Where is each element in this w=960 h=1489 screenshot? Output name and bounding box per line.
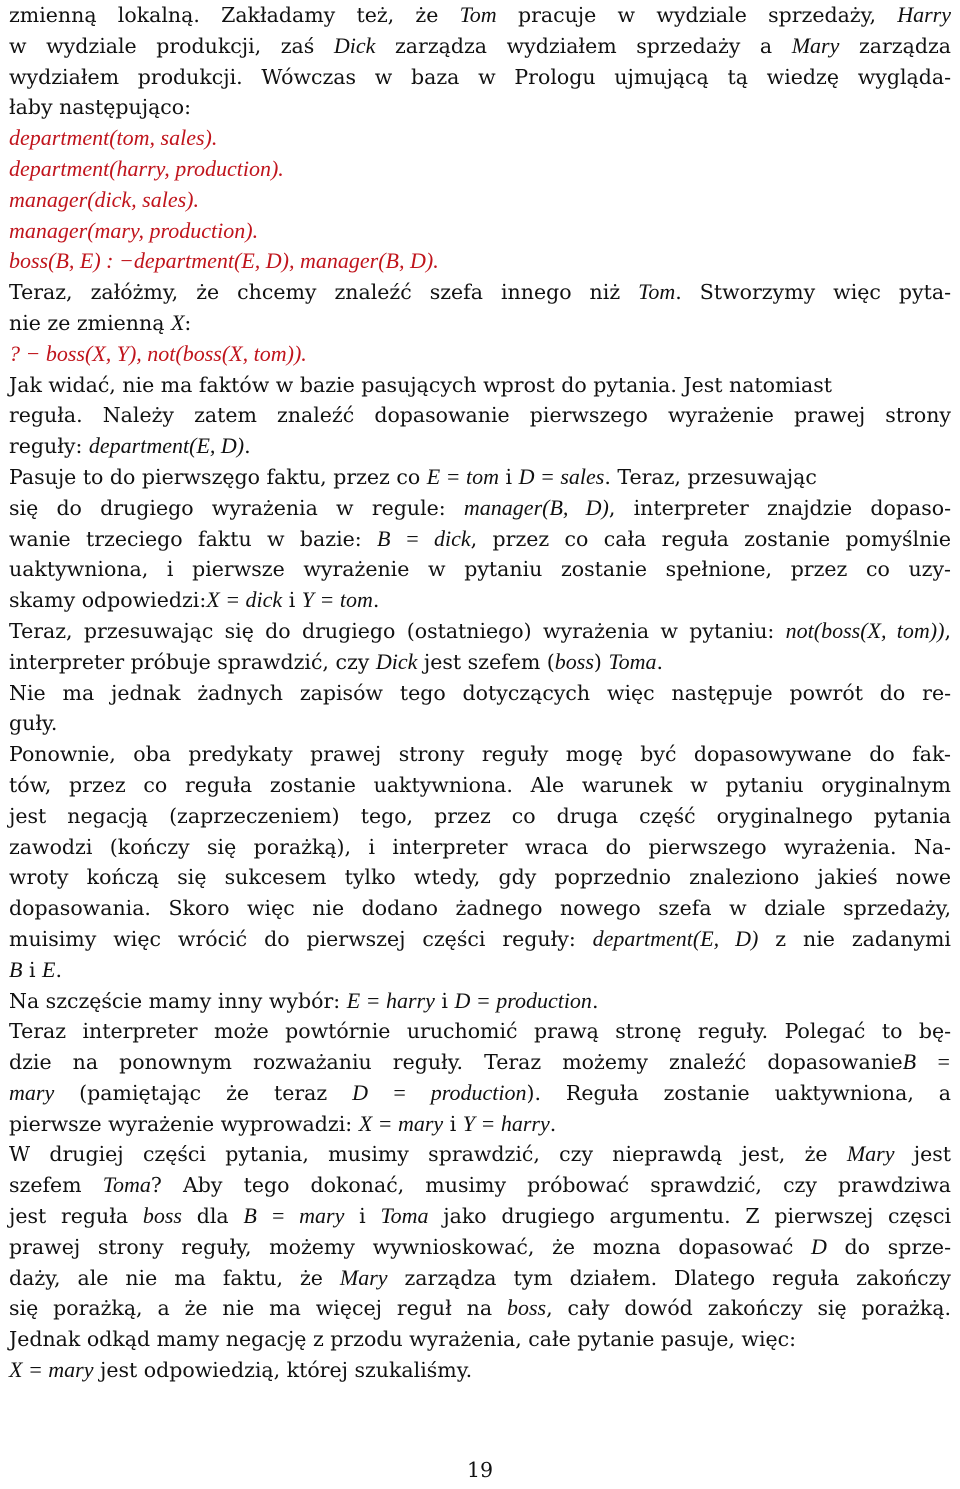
text-segment: Nie ma jednak żadnych zapisów tego dotyczących więc następuje powrót do re-	[9, 680, 951, 705]
text-segment: jest	[894, 1142, 952, 1167]
text-line	[9, 1139, 951, 1170]
text-segment: łaby następująco:	[9, 95, 192, 120]
text-segment: jest reguła	[9, 1204, 143, 1229]
math-term: B = dick	[377, 525, 471, 551]
math-term: Harry	[897, 2, 952, 27]
text-line	[9, 308, 951, 339]
text-segment: , przez co cała reguła zostanie pomyślnie	[470, 526, 951, 551]
text-segment: ? Aby tego dokonać, musimy próbować sprawdzić, czy prawdziwa	[150, 1173, 951, 1198]
text-segment: jako drugiego argumentu. Z pierwszej częsci	[428, 1204, 952, 1229]
text-line	[9, 462, 951, 493]
text-segment: zarządza	[839, 33, 951, 58]
text-line	[9, 1078, 951, 1109]
text-line	[9, 154, 951, 185]
text-line	[9, 739, 951, 770]
math-term: manager(B, D)	[463, 494, 609, 520]
math-term: E = tom	[426, 463, 500, 489]
text-line	[9, 678, 951, 709]
math-term: Y = harry	[462, 1110, 550, 1136]
math-term: mary	[9, 1079, 55, 1105]
math-term: E	[42, 956, 56, 982]
text-line	[9, 1263, 951, 1294]
text-line	[9, 92, 951, 123]
text-segment: .	[549, 1111, 557, 1136]
math-term: B	[9, 956, 23, 982]
text-segment: Jednak odkąd mamy negację z przodu wyrażenia, całe pytanie pasuje, więc:	[9, 1327, 797, 1352]
text-line	[9, 431, 951, 462]
text-line	[9, 1170, 951, 1201]
math-term: Tom	[459, 2, 497, 27]
math-term: Toma	[608, 648, 657, 674]
text-segment: skamy odpowiedzi:	[9, 588, 207, 613]
text-segment: jest negacją (zaprzeczeniem) tego, przez co druga część oryginalnego pytania	[9, 803, 951, 828]
text-segment: reguły:	[9, 434, 89, 459]
text-segment: Teraz, przesuwając się do drugiego (ostatniego) wyrażenia w pytaniu:	[9, 618, 786, 643]
text-line	[9, 585, 951, 616]
text-segment: Ponownie, oba predykaty prawej strony reguły mogę być dopasowywane do fak-	[9, 742, 951, 767]
text-segment: wroty kończą się sukcesem tylko wtedy, gdy poprzednio znaleziono jakieś nowe	[9, 865, 951, 890]
prolog-code: boss(B, E) : −department(E, D), manager(B, D).	[9, 248, 439, 274]
page-number: 19	[466, 1458, 494, 1482]
math-term: D = production	[454, 987, 592, 1013]
text-segment: prawej strony reguły, możemy wywnioskować, że mozna dopasować	[9, 1234, 811, 1259]
math-term: E = harry	[346, 987, 435, 1013]
math-term: Tom	[638, 279, 676, 305]
prolog-code: manager(dick, sales).	[9, 186, 200, 212]
text-segment: i	[434, 988, 455, 1013]
text-line	[9, 370, 951, 401]
text-segment: wydziałem produkcji. Wówczas w baza w Prologu ujmującą tą wiedzę wygląda-	[9, 64, 951, 89]
text-segment: jest odpowiedzią, której szukaliśmy.	[93, 1358, 473, 1383]
text-line	[9, 524, 951, 555]
text-segment: )	[593, 649, 609, 674]
math-term: Toma	[102, 1172, 151, 1198]
text-segment: , interpreter znajdzie dopaso-	[608, 495, 951, 520]
math-term: X	[170, 309, 185, 335]
text-segment: pracuje w wydziale sprzedaży,	[496, 3, 898, 27]
text-segment: . Stworzymy więc pyta-	[675, 280, 951, 305]
text-line	[9, 339, 951, 370]
text-segment: W drugiej części pytania, musimy sprawdzić, czy nieprawdą jest, że	[9, 1142, 847, 1167]
math-term: X = mary	[358, 1110, 444, 1136]
math-term: not(boss(X, tom))	[785, 617, 945, 643]
math-term: X = mary	[9, 1357, 94, 1383]
body-text	[9, 0, 951, 1386]
text-line	[9, 832, 951, 863]
text-line	[9, 62, 951, 93]
math-term: X = dick	[206, 587, 283, 613]
text-line	[9, 708, 951, 739]
text-line	[9, 924, 951, 955]
math-term: Mary	[791, 32, 840, 58]
text-line	[9, 1047, 951, 1078]
text-segment: zawodzi (kończy się porażką), i interpreter wraca do pierwszego wyrażenia. Na-	[9, 834, 951, 859]
math-term: D = sales	[518, 463, 605, 489]
text-line	[9, 1201, 951, 1232]
math-term: D = production	[352, 1079, 527, 1105]
text-line	[9, 554, 951, 585]
math-term: boss	[506, 1295, 547, 1321]
text-segment: z nie zadanymi	[758, 926, 951, 951]
text-segment: w wydziale produkcji, zaś	[9, 33, 334, 58]
text-segment: zarządza tym działem. Dlatego reguła zakończy	[387, 1265, 952, 1290]
prolog-code: manager(mary, production).	[9, 217, 259, 243]
math-term: B =	[902, 1049, 951, 1075]
text-segment: guły.	[9, 711, 58, 736]
text-segment: i	[443, 1111, 463, 1136]
text-line	[9, 246, 951, 277]
text-segment: dzie na ponownym rozważaniu reguły. Teraz możemy znaleźć dopasowanie	[9, 1050, 903, 1075]
math-term: D	[810, 1233, 827, 1259]
text-segment: muisimy więc wrócić do pierwszej części reguły:	[9, 926, 593, 951]
text-segment: się porażką, a że nie ma więcej reguł na	[9, 1296, 507, 1321]
text-line	[9, 1016, 951, 1047]
text-segment: .	[591, 988, 599, 1013]
text-segment: wanie trzeciego faktu w bazie:	[9, 526, 378, 551]
text-segment: daży, ale nie ma faktu, że	[9, 1265, 340, 1290]
math-term: Dick	[333, 32, 376, 58]
text-segment: ,	[944, 618, 951, 643]
text-segment: dla	[182, 1204, 244, 1229]
math-term: boss	[142, 1203, 182, 1229]
text-segment: tów, przez co reguła zostanie uaktywniona. Ale warunek w pytaniu oryginalnym	[9, 772, 951, 797]
text-segment: .	[372, 588, 380, 613]
text-segment: i	[282, 588, 302, 613]
text-segment: jest szefem (	[417, 649, 555, 674]
text-segment: .	[244, 434, 251, 459]
text-line	[9, 616, 951, 647]
text-line	[9, 185, 951, 216]
prolog-code: department(tom, sales).	[9, 125, 218, 151]
text-segment: zmienną lokalną. Zakładamy też, że	[9, 3, 460, 27]
math-term: boss	[554, 648, 594, 674]
text-segment: dopasowania. Skoro więc nie dodano żadnego nowego szefa w dziale sprzedaży,	[9, 896, 951, 921]
math-term: Mary	[846, 1141, 895, 1167]
math-term: B = mary	[243, 1203, 345, 1229]
math-term: department(E, D)	[88, 433, 245, 459]
text-line	[9, 1109, 951, 1140]
text-line	[9, 862, 951, 893]
text-segment: Na szczęście mamy inny wybór:	[9, 988, 347, 1013]
math-term: Y = tom	[301, 587, 373, 613]
text-line	[9, 31, 951, 62]
text-segment: i	[22, 957, 43, 982]
text-line	[9, 801, 951, 832]
text-segment: Jak widać, nie ma faktów w bazie pasujących wprost do pytania. Jest natomiast	[9, 372, 832, 397]
text-line	[9, 770, 951, 801]
text-segment: pierwsze wyrażenie wyprowadzi:	[9, 1111, 359, 1136]
text-segment: Teraz, załóżmy, że chcemy znaleźć szefa innego niż	[9, 280, 639, 305]
text-segment: i	[499, 464, 519, 489]
prolog-code: department(harry, production).	[9, 155, 284, 181]
text-segment: zarządza wydziałem sprzedaży a	[375, 33, 792, 58]
math-term: Dick	[375, 648, 418, 674]
text-segment: do sprze-	[826, 1234, 951, 1259]
text-line	[9, 955, 951, 986]
text-line	[9, 277, 951, 308]
text-line	[9, 493, 951, 524]
text-line	[9, 1355, 951, 1386]
text-line	[9, 123, 951, 154]
text-line	[9, 647, 951, 678]
text-segment: szefem	[9, 1173, 103, 1198]
text-line	[9, 400, 951, 431]
text-segment: interpreter próbuje sprawdzić, czy	[9, 649, 376, 674]
text-segment: się do drugiego wyrażenia w regule:	[9, 495, 464, 520]
text-segment: ). Reguła zostanie uaktywniona, a	[526, 1080, 951, 1105]
text-line	[9, 893, 951, 924]
text-line	[9, 1293, 951, 1324]
text-segment: Pasuje to do pierwszęgo faktu, przez co	[9, 464, 427, 489]
document-page	[9, 0, 951, 1386]
text-segment: uaktywniona, i pierwsze wyrażenie w pytaniu zostanie spełnione, przez co uzy-	[9, 557, 951, 582]
text-segment: nie ze zmienną	[9, 310, 171, 335]
text-segment: . Teraz, przesuwając	[604, 464, 817, 489]
text-segment: i	[344, 1204, 381, 1229]
text-segment: , cały dowód zakończy się porażką.	[546, 1296, 952, 1321]
text-line	[9, 986, 951, 1017]
text-segment: (pamiętając że teraz	[54, 1080, 353, 1105]
math-term: Toma	[380, 1203, 429, 1229]
prolog-code: ? − boss(X, Y), not(boss(X, tom)).	[9, 340, 307, 366]
math-term: department(E, D)	[592, 925, 759, 951]
text-segment: Teraz interpreter może powtórnie uruchomić prawą stronę reguły. Polegać to bę-	[9, 1019, 951, 1044]
text-line	[9, 1324, 951, 1355]
text-segment: .	[656, 649, 664, 674]
text-line	[9, 0, 951, 31]
text-line	[9, 1232, 951, 1263]
text-segment: .	[55, 957, 63, 982]
math-term: Mary	[339, 1264, 388, 1290]
text-segment: :	[184, 310, 192, 335]
text-line	[9, 216, 951, 247]
text-segment: reguła. Należy zatem znaleźć dopasowanie pierwszego wyrażenie prawej strony	[9, 403, 951, 428]
